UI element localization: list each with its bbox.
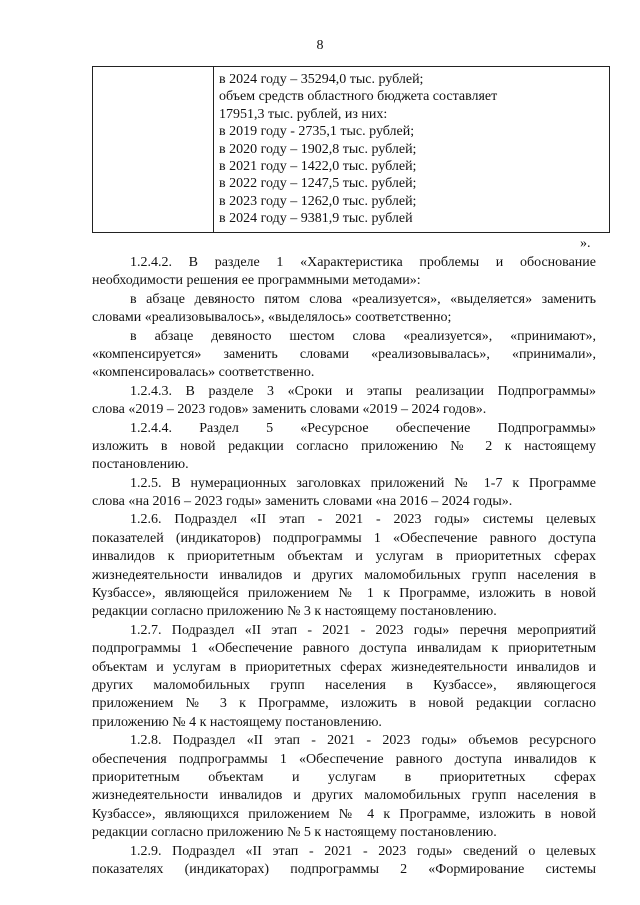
text-line: жизнедеятельности инвалидов и других маломобильных групп населения в [92, 788, 596, 804]
table-column-divider [213, 67, 214, 232]
text-line: «компенсируется» заменить словами «реализовывалась», «принимали», [92, 346, 596, 362]
text-line: показателях (индикаторах) подпрограммы 2 «Формирование системы [92, 861, 596, 877]
paragraph [92, 475, 596, 512]
text-line: Кузбассе», являющихся приложением № 4 к Программе, изложить в новой [92, 806, 596, 822]
text-line: 1.2.7. Подраздел «II этап - 2021 - 2023 годы» перечня мероприятий [130, 622, 596, 638]
text-line: 1.2.8. Подраздел «II этап - 2021 - 2023 годы» объемов ресурсного [130, 733, 596, 749]
text-line: словами «реализовывалось», «выделялось» соответственно; [92, 310, 452, 326]
text-line: подпрограммы 1 «Обеспечение равного доступа инвалидам к приоритетным [92, 641, 596, 657]
paragraph [92, 328, 596, 383]
table-line: в 2020 году – 1902,8 тыс. рублей; [219, 141, 417, 157]
table-line: в 2019 году - 2735,1 тыс. рублей; [219, 124, 415, 140]
text-line: приложением № 3 к Программе, изложить в новой редакции согласно [92, 696, 596, 712]
text-line: инвалидов к приоритетным объектам и услугам в приоритетных сферах [92, 549, 596, 565]
text-line: Кузбассе», являющейся приложением № 1 к Программе, изложить в новой [92, 586, 596, 602]
text-line: объектам и услугам в приоритетных сферах жизнедеятельности инвалидов и [92, 659, 596, 675]
text-line: в абзаце девяносто шестом слова «реализуется», «принимают», [130, 328, 596, 344]
text-line: приоритетным объектам и услугам в приоритетных сферах [92, 769, 596, 785]
text-line: приложению № 4 к настоящему постановлению. [92, 714, 382, 730]
text-line: редакции согласно приложению № 5 к настоящему постановлению. [92, 825, 497, 841]
text-line: постановлению. [92, 457, 189, 473]
table-line: в 2022 году – 1247,5 тыс. рублей; [219, 176, 417, 192]
text-line: 1.2.4.4. Раздел 5 «Ресурсное обеспечение Подпрограммы» [130, 420, 596, 436]
text-line: необходимости решения ее программными методами»: [92, 273, 421, 289]
text-line: «компенсировалась» соответственно. [92, 365, 315, 381]
budget-table [92, 66, 610, 233]
paragraph [92, 843, 596, 880]
text-line: обеспечения подпрограммы 1 «Обеспечение равного доступа инвалидов к [92, 751, 596, 767]
text-line: 1.2.5. В нумерационных заголовках приложений № 1-7 к Программе [130, 475, 596, 491]
text-line: 1.2.4.2. В разделе 1 «Характеристика проблемы и обоснование [130, 255, 596, 270]
text-line: жизнедеятельности инвалидов и других маломобильных групп населения в [92, 567, 596, 583]
table-cell-funding [219, 71, 605, 228]
text-line: в абзаце девяносто пятом слова «реализуется», «выделяется» заменить [130, 291, 596, 307]
paragraph [92, 622, 596, 732]
text-line: слова «2019 – 2023 годов» заменить словами «2019 – 2024 годов». [92, 402, 487, 418]
text-line: 1.2.9. Подраздел «II этап - 2021 - 2023 годы» сведений о целевых [130, 843, 596, 859]
page-number: 8 [316, 38, 324, 53]
paragraph [92, 291, 596, 328]
paragraph [92, 254, 596, 291]
text-line: других маломобильных групп населения в Кузбассе», являющегося [92, 677, 596, 693]
text-line: показателей (индикаторов) подпрограммы 1 «Обеспечение равного доступа [92, 530, 596, 546]
paragraph [92, 383, 596, 420]
text-line: 1.2.6. Подраздел «II этап - 2021 - 2023 годы» системы целевых [130, 512, 596, 528]
text-line: редакции согласно приложению № 3 к настоящему постановлению. [92, 604, 497, 620]
table-line: в 2021 году – 1422,0 тыс. рублей; [219, 159, 417, 175]
table-line: в 2024 году – 9381,9 тыс. рублей [219, 211, 413, 227]
table-line: объем средств областного бюджета составляет [219, 89, 498, 105]
table-line: 17951,3 тыс. рублей, из них: [219, 106, 388, 122]
table-line: в 2023 году – 1262,0 тыс. рублей; [219, 193, 417, 209]
text-line: слова «на 2016 – 2023 годы» заменить словами «на 2016 – 2024 годы». [92, 494, 513, 510]
table-line: в 2024 году – 35294,0 тыс. рублей; [219, 72, 424, 87]
paragraph [92, 732, 596, 842]
document-body [92, 254, 596, 879]
closing-quote-mark: ». [580, 236, 591, 251]
text-line: изложить в новой редакции согласно приложению № 2 к настоящему [92, 438, 596, 454]
paragraph [92, 420, 596, 475]
text-line: 1.2.4.3. В разделе 3 «Сроки и этапы реализации Подпрограммы» [130, 383, 596, 399]
paragraph [92, 511, 596, 621]
